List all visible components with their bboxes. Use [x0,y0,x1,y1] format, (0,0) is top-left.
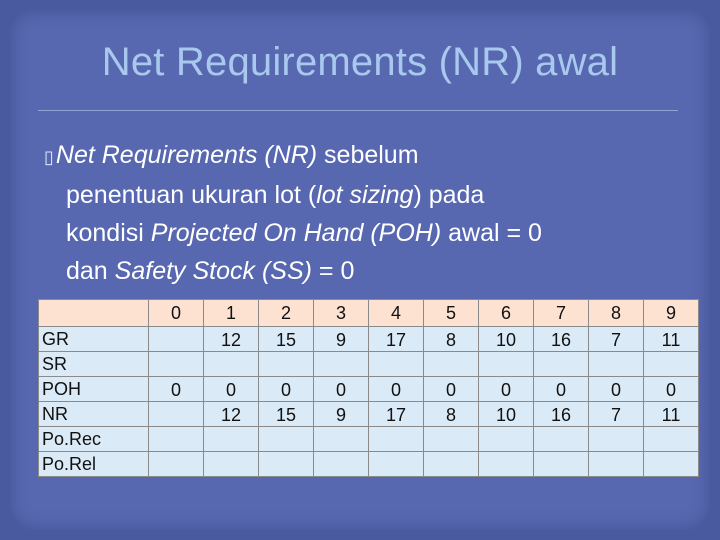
table-cell: 0 [204,377,259,402]
table-cell: 11 [644,327,699,352]
table-cell: 0 [369,377,424,402]
table-cell [259,427,314,452]
table-cell [149,402,204,427]
table-cell: 0 [149,377,204,402]
table-cell [589,427,644,452]
table-cell: 10 [479,402,534,427]
bullet-segment: Safety Stock (SS) [114,257,312,285]
table-cell: 8 [424,327,479,352]
table-row [39,352,699,377]
table-row [39,327,699,352]
table-row [39,452,699,477]
bullet-line [44,136,704,176]
bullet-segment: ) pada [413,181,485,209]
table-cell [259,452,314,477]
table-cell [369,452,424,477]
table-cell [644,427,699,452]
row-label-cell: GR [39,327,149,352]
bullet-segment: awal = 0 [441,219,542,247]
table-cell [259,352,314,377]
table-cell: 0 [424,377,479,402]
table-cell [479,427,534,452]
table-cell [424,452,479,477]
bullet-line [44,252,704,290]
table-cell: 11 [644,402,699,427]
table-cell [314,352,369,377]
table-cell: 9 [314,402,369,427]
table-cell: 9 [314,327,369,352]
period-header-cell: 6 [479,300,534,327]
table-cell [314,427,369,452]
table-row [39,427,699,452]
table-cell [149,452,204,477]
row-label-cell: SR [39,352,149,377]
table-cell [479,452,534,477]
bullet-segment: = 0 [311,257,355,285]
table-cell: 12 [204,327,259,352]
table-cell [534,352,589,377]
table-row [39,377,699,402]
table-cell [644,452,699,477]
table-cell [369,427,424,452]
bullet-segment: Net Requirements (NR) [55,141,318,169]
period-header-cell: 1 [204,300,259,327]
mrp-table [38,299,699,477]
table-cell [424,352,479,377]
table-cell: 0 [479,377,534,402]
period-header-cell: 7 [534,300,589,327]
table-cell [534,452,589,477]
table-cell [589,352,644,377]
table-header-row [39,300,699,327]
row-label-cell: POH [39,377,149,402]
table-cell: 7 [589,327,644,352]
table-cell: 10 [479,327,534,352]
table-cell: 0 [314,377,369,402]
table-cell: 12 [204,402,259,427]
table-cell [204,427,259,452]
period-header-cell: 2 [259,300,314,327]
bullet-segment: penentuan ukuran lot ( [66,181,317,209]
bullet-line [44,214,704,252]
slide-title: Net Requirements (NR) awal [101,40,619,84]
title-divider [38,110,678,111]
table-cell [149,327,204,352]
table-cell: 16 [534,327,589,352]
table-cell [314,452,369,477]
table-cell: 17 [369,327,424,352]
table-cell: 15 [259,402,314,427]
bullet-marker-icon: ▯ [44,147,54,167]
table-cell: 0 [589,377,644,402]
period-header-cell: 0 [149,300,204,327]
period-header-cell: 4 [369,300,424,327]
bullet-segment: lot sizing [316,181,414,209]
period-header-cell: 9 [644,300,699,327]
period-header-cell: 5 [424,300,479,327]
bullet-segment: kondisi [66,219,151,247]
bullet-segment: sebelum [317,141,419,169]
period-header-cell: 8 [589,300,644,327]
table-cell: 17 [369,402,424,427]
table-cell [644,352,699,377]
table-cell [534,427,589,452]
table-cell: 7 [589,402,644,427]
table-cell [204,352,259,377]
bullet-text [44,136,704,290]
row-label-cell: Po.Rel [39,452,149,477]
table-cell: 16 [534,402,589,427]
table-cell [369,352,424,377]
table-cell [149,352,204,377]
table-cell: 0 [259,377,314,402]
row-label-cell: Po.Rec [39,427,149,452]
table-row [39,402,699,427]
bullet-line [44,176,704,214]
period-header-cell: 3 [314,300,369,327]
bullet-segment: Projected On Hand (POH) [150,219,442,247]
table-cell: 15 [259,327,314,352]
table-cell [479,352,534,377]
table-cell: 8 [424,402,479,427]
table-cell [204,452,259,477]
table-cell [149,427,204,452]
bullet-segment: dan [66,257,115,285]
header-corner-cell [39,300,149,327]
mrp-table-wrapper [38,299,699,477]
row-label-cell: NR [39,402,149,427]
table-cell: 0 [644,377,699,402]
table-cell [424,427,479,452]
table-cell: 0 [534,377,589,402]
table-cell [589,452,644,477]
